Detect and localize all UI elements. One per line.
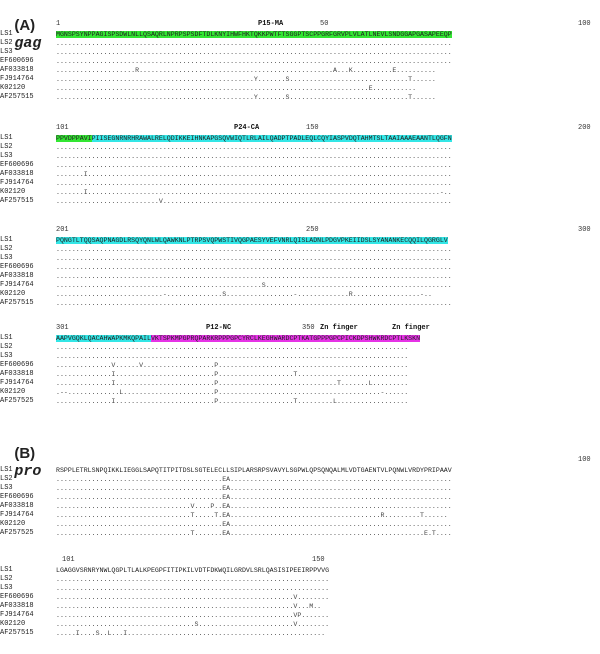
reference-sequence: AAPVGQKLQACAHWAPKMKQPAILVKTSPKMPGPRQPARKRPPPGPCYRCLKEGHWARDCPTKATGPPPGPCPICKDPSHWKRDCPTLKSKN [56,335,421,342]
row-name: LS1 [0,236,13,244]
row-name: EF600696 [0,361,34,369]
block-mid-number: 350 [302,324,315,332]
reference-sequence: RSPPLETRLSNPQIKKLIEGGLSAPQTITPITDSLSGTELECLLSIPLARSRPSVAVYLSGPWLQPSQNQALMLVDTGAENTVLPQNWLVRDYPRIPAAV [56,467,452,474]
alignment-row: ..............I.........................P...................T.........L.................. [56,398,409,405]
alignment-row: ..........................................EA........................................................ [56,485,452,492]
alignment-row: .................................................................................................... [56,273,452,280]
domain-label-p15ma: P15-MA [258,20,284,28]
alignment-row: .................................................................................................... [56,264,452,271]
row-name: AF257515 [0,93,34,101]
row-name: LS3 [0,48,13,56]
row-name: EF600696 [0,263,34,271]
row-name: LS2 [0,575,13,583]
zinc-finger-label-2: Zn finger [392,324,430,332]
block-end-number: 100 [578,456,591,464]
panel-a-gene: gag [14,35,42,52]
alignment-row: .--.............L.......................P.........................................-...... [56,389,409,396]
row-name: K02120 [0,84,26,92]
alignment-row: ..............V......V..................P................................................ [56,362,409,369]
reference-sequence: PQNGTLTQQSAQPNAGDLRSQYQNLWLQAWKNLPTRPSVQPWSTIVQGPAESYVEFVNRLQISLADNLPDGVPKEIIDSLSYANANKECQQILQGRGLV [56,237,448,244]
alignment-row: ...............................................................................E........... [56,85,417,92]
alignment-row: ..........................V......................................................................... [56,198,452,205]
alignment-row: ...................................S........................V........ [56,621,330,628]
alignment-row: ..................................................Y.......S..............................T...... [56,76,436,83]
alignment-row: ..............I.........................P..............................T.......L......... [56,380,409,387]
alignment-row: ............................................................VP....... [56,612,330,619]
alignment-row: ..............I.........................P...................T............................ [56,371,409,378]
reference-sequence: LGAGGVSRNRYNWLQGPLTLALKPEGPFITIPKILVDTFDKWQILGRDVLSRLQASISIPEEIRPPVVG [56,567,330,574]
alignment-row: ..................................................Y.......S..............................T...... [56,94,436,101]
block-mid-number: 250 [306,226,319,234]
alignment-row: .................................................................................................... [56,300,452,307]
alignment-row: ......................................................................................... [56,344,409,351]
row-name: AF257525 [0,529,34,537]
alignment-row: ..........................................EA........................................................ [56,494,452,501]
row-name: K02120 [0,520,26,528]
row-name: LS2 [0,475,13,483]
alignment-row: ............................................................V........ [56,594,330,601]
alignment-row: .................................................................................................... [56,246,452,253]
alignment-row: .................................................................................................... [56,162,452,169]
alignment-row: .................................................................................................... [56,49,452,56]
block-end-number: 200 [578,124,591,132]
block-start-number: 101 [62,556,75,564]
row-name: AF033818 [0,370,34,378]
row-name: LS1 [0,134,13,142]
block-start-number: 1 [56,20,61,28]
row-name: LS3 [0,352,13,360]
row-name: EF600696 [0,161,34,169]
reference-sequence: PPVDPPAVIPIISEGNRNRHRAWALRELQDIKKEIHNKAPGSQVWIQTLRLAILQADPTPADLEQLCQYIASPVDQTAHMTSLTAAIAAAEAANTLQGFN [56,135,452,142]
panel-a-prefix: (A) [14,17,36,34]
row-name: AF033818 [0,602,34,610]
block-mid-number: 150 [306,124,319,132]
zinc-finger-label-1: Zn finger [320,324,358,332]
block-mid-number: 50 [320,20,329,28]
row-name: AF257515 [0,629,34,637]
row-name: K02120 [0,620,26,628]
row-name: K02120 [0,188,26,196]
reference-sequence: MGNSPSYNPPAGISPSDWLNLLQSAQRLNPRPSPSDFTDLKNYIHWFHKTQKKPWTFTSGGPTSCPPGRFGRVPLVLATLNEVLSNDGGAPGASAPEEQP [56,31,452,38]
alignment-row: .................................................................................................... [56,144,452,151]
row-name: EF600696 [0,57,34,65]
alignment-row: ..................................T.....T.EA......................................R.........T...... [56,512,448,519]
row-name: AF033818 [0,272,34,280]
alignment-row: ....................R.................................................A...K..........E.......... [56,67,436,74]
row-name: LS3 [0,584,13,592]
alignment-row: ....................................................S............................................... [56,282,452,289]
row-name: LS1 [0,334,13,342]
alignment-row: .................................................................................................... [56,255,452,262]
row-name: EF600696 [0,493,34,501]
domain-label-p24ca: P24-CA [234,124,260,132]
alignment-row: ..................................V....P..EA........................................................ [56,503,452,510]
block-start-number: 201 [56,226,69,234]
alignment-row: .................................................................................................... [56,180,452,187]
row-name: LS3 [0,254,13,262]
row-name: FJ914764 [0,379,34,387]
row-name: LS3 [0,152,13,160]
row-name: AF033818 [0,66,34,74]
row-name: AF257525 [0,397,34,405]
row-name: LS3 [0,484,13,492]
alignment-row: ...........................-..............S.................-.............R.................-.. [56,291,432,298]
panel-b-gene: pro [14,463,42,480]
alignment-row: .....I....S..L...I.................................................. [56,630,326,637]
row-name: K02120 [0,388,26,396]
row-name: EF600696 [0,593,34,601]
block-start-number: 101 [56,124,69,132]
block-mid-number: 150 [312,556,325,564]
alignment-row: ............................................................V...M.. [56,603,322,610]
row-name: FJ914764 [0,281,34,289]
alignment-row: .......I.........................................................................................-.. [56,189,452,196]
row-name: FJ914764 [0,611,34,619]
alignment-row: ......................................................................................... [56,353,409,360]
alignment-row: .......I............................................................................................ [56,171,452,178]
row-name: AF257515 [0,197,34,205]
row-name: FJ914764 [0,75,34,83]
alignment-row: .................................................................................................... [56,40,452,47]
alignment-row: ..................................................................... [56,585,330,592]
row-name: K02120 [0,290,26,298]
block-end-number: 100 [578,20,591,28]
alignment-row: ..........................................EA........................................................ [56,476,452,483]
row-name: LS2 [0,343,13,351]
alignment-row: ..................................................................... [56,576,330,583]
row-name: AF033818 [0,502,34,510]
alignment-row: .................................................................................................... [56,58,452,65]
alignment-row: .................................................................................................... [56,153,452,160]
row-name: LS1 [0,30,13,38]
row-name: LS2 [0,245,13,253]
row-name: LS1 [0,466,13,474]
alignment-row: ..................................T.......EA.................................................E.T.... [56,530,452,537]
block-end-number: 300 [578,226,591,234]
row-name: AF257515 [0,299,34,307]
row-name: LS2 [0,39,13,47]
domain-label-p12nc: P12-NC [206,324,232,332]
block-start-number: 301 [56,324,69,332]
row-name: LS1 [0,566,13,574]
row-name: FJ914764 [0,179,34,187]
row-name: LS2 [0,143,13,151]
alignment-row: ..........................................EA........................................................ [56,521,452,528]
row-name: FJ914764 [0,511,34,519]
row-name: AF033818 [0,170,34,178]
panel-b-prefix: (B) [14,445,36,462]
